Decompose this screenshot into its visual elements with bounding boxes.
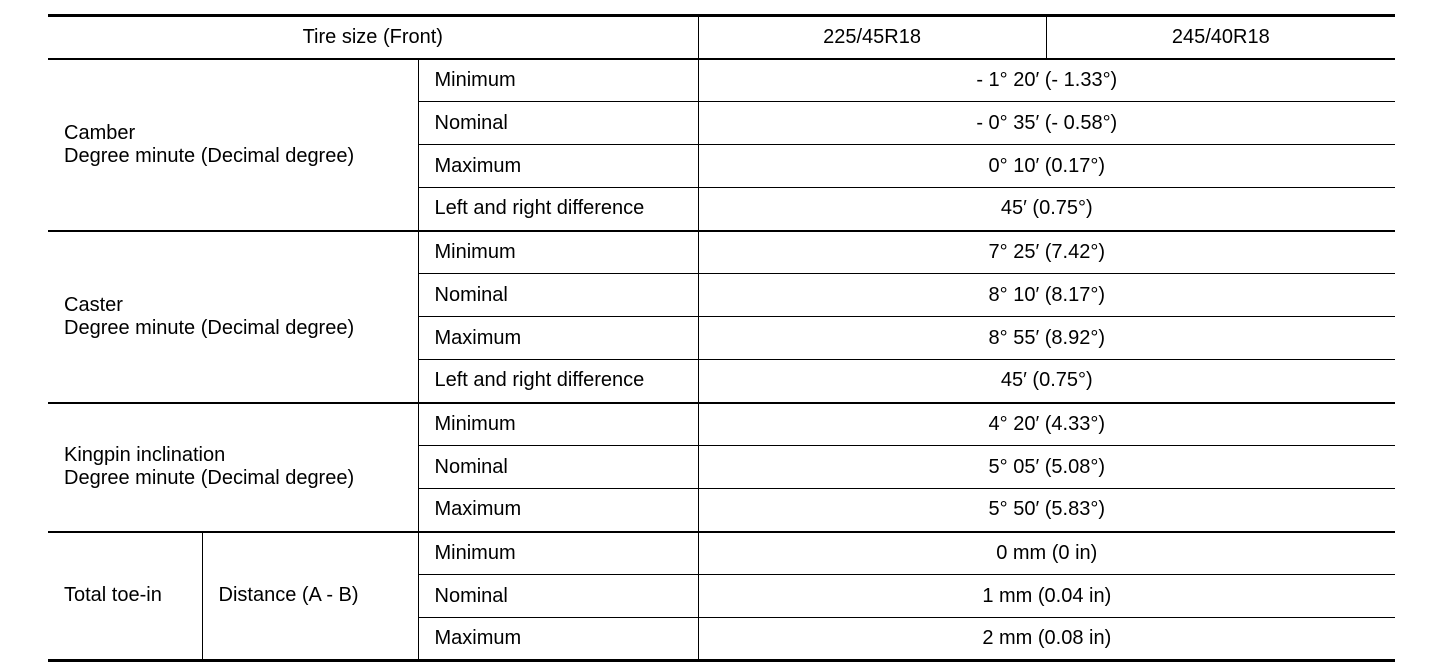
group-name: Camber [64, 121, 136, 144]
caster-group-label [48, 231, 418, 403]
row-label: Nominal [418, 446, 698, 489]
row-value: - 1° 20′ (- 1.33°) [698, 59, 1395, 102]
tire-size-2: 245/40R18 [1046, 16, 1395, 59]
row-label: Maximum [418, 145, 698, 188]
row-label: Minimum [418, 403, 698, 446]
table-row [48, 532, 1395, 575]
row-label: Minimum [418, 231, 698, 274]
group-unit: Degree minute (Decimal degree) [64, 144, 355, 167]
table-row [48, 403, 1395, 446]
group-unit: Degree minute (Decimal degree) [64, 467, 355, 489]
row-value: 2 mm (0.08 in) [698, 618, 1395, 661]
row-label: Minimum [418, 532, 698, 575]
row-value: 7° 25′ (7.42°) [698, 231, 1395, 274]
row-label: Maximum [418, 317, 698, 360]
row-value: 8° 55′ (8.92°) [698, 317, 1395, 360]
camber-group-label [48, 59, 418, 231]
group-name: Caster [64, 293, 123, 316]
row-label: Maximum [418, 489, 698, 532]
row-label: Left and right difference [418, 360, 698, 403]
row-label: Maximum [418, 618, 698, 661]
row-value: 8° 10′ (8.17°) [698, 274, 1395, 317]
row-label: Left and right difference [418, 188, 698, 231]
table-row [48, 59, 1395, 102]
row-label: Nominal [418, 102, 698, 145]
row-value: 0 mm (0 in) [698, 532, 1395, 575]
row-label: Nominal [418, 274, 698, 317]
header-row [48, 16, 1395, 59]
row-value: 45′ (0.75°) [698, 360, 1395, 403]
tire-size-header: Tire size (Front) [48, 16, 698, 59]
row-label: Nominal [418, 575, 698, 618]
kingpin-group-label [48, 403, 418, 532]
table-row [48, 231, 1395, 274]
group-unit: Degree minute (Decimal degree) [64, 316, 355, 339]
toe-in-group-label: Total toe-in [48, 532, 202, 661]
row-value: 5° 05′ (5.08°) [698, 446, 1395, 489]
row-value: 0° 10′ (0.17°) [698, 145, 1395, 188]
group-name: Kingpin inclination [64, 444, 226, 466]
row-value: 5° 50′ (5.83°) [698, 489, 1395, 532]
wheel-alignment-table [48, 14, 1395, 662]
row-value: 45′ (0.75°) [698, 188, 1395, 231]
row-value: 1 mm (0.04 in) [698, 575, 1395, 618]
row-label: Minimum [418, 59, 698, 102]
toe-in-distance-label: Distance (A - B) [202, 532, 418, 661]
row-value: - 0° 35′ (- 0.58°) [698, 102, 1395, 145]
tire-size-1: 225/45R18 [698, 16, 1046, 59]
row-value: 4° 20′ (4.33°) [698, 403, 1395, 446]
